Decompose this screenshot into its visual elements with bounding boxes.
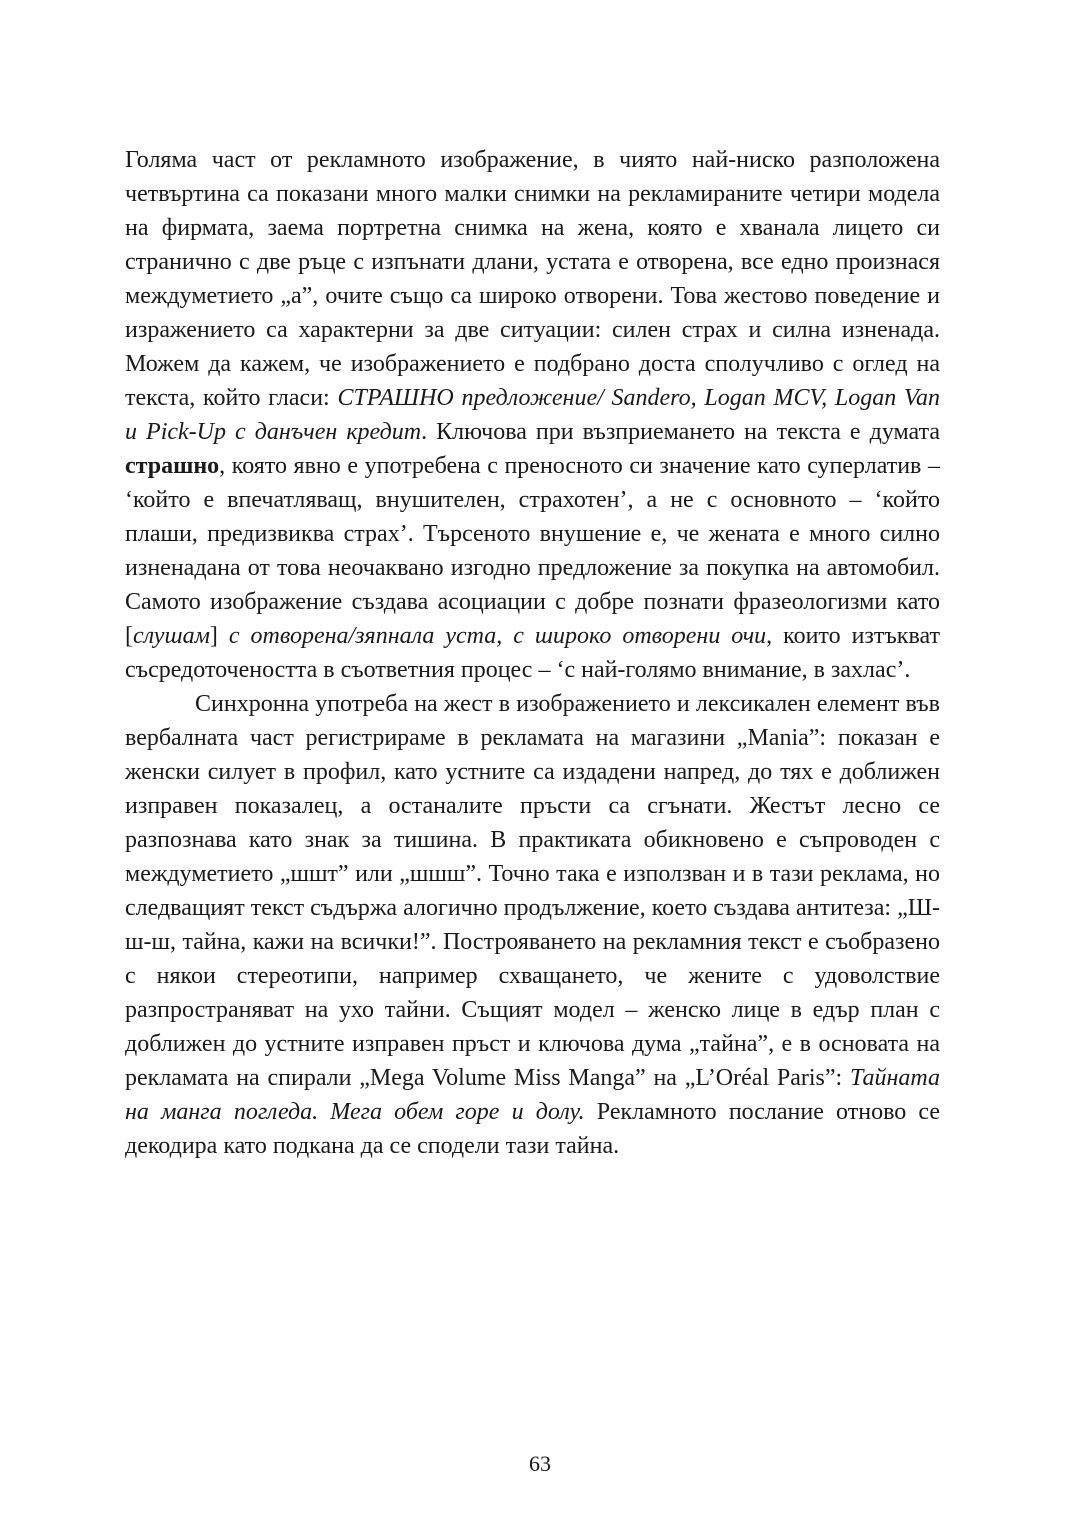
italic-word: слушам [133, 623, 210, 649]
text-run: , които изтъкват съсредоточеността в съответния процес – ‘с най-голямо внимание, в захлас’. [125, 623, 940, 683]
text-run: ] [209, 623, 229, 649]
text-run: Рекламното послание отново се декодира като подкана да се сподели тази тайна. [125, 1099, 941, 1159]
italic-quote: Тайната на манга погледа. Мега обем горе и долу. [125, 1065, 940, 1125]
text-run: , която явно е употребена с преносното си значение като суперлатив – ‘който е впечатляващ, внушителен, страхотен’, а не с основното – ‘който плаши, предизвиква страх’. Търсеното внушение е, че жената е много силно изненадана от това неочаквано изгодно предложение за покупка на автомобил. Самото изображение създава асоциации с добре познати фразеологизми като [ [125, 453, 940, 649]
page-number: 63 [529, 1451, 551, 1476]
italic-quote: СТРАШНО предложение/ Sandero, Logan MCV, Logan Van и Pick-Up с данъчен кредит [125, 385, 940, 445]
body-text [125, 143, 940, 1163]
text-run: Синхронна употреба на жест в изображението и лексикален елемент във вербалната част регистрираме в рекламата на магазини „Mania”: показан е женски силует в профил, като устните са издадени напред, до тях е доближен изправен показалец, а останалите пръсти са сгънати. Жестът лесно се разпознава като знак за тишина. В практиката обикновено е съпроводен с междуметието „шшт” или „шшш”. Точно така е използван и в тази реклама, но следващият текст съдържа алогично продължение, което създава антитеза: „Ш-ш-ш, тайна, кажи на всички!”. Построяването на рекламния текст е съобразено с някои стереотипи, например схващането, че жените с удоволствие разпространяват на ухо тайни. Същият модел – женско лице в едър план с доближен до устните изправен пръст и ключова дума „тайна”, е в основата на рекламата на спирали „Mega Volume Miss Manga” на „L’Oréal Paris”: [125, 691, 940, 1091]
paragraph-2 [125, 687, 940, 1163]
italic-phrase: с отворена/зяпнала уста, с широко отворени очи [228, 623, 767, 649]
text-run: Голяма част от рекламното изображение, в чиято най-ниско разположена четвъртина са показани много малки снимки на рекламираните четири модела на фирмата, заема портретна снимка на жена, която е хванала лицето си странично с две ръце с изпънати длани, устата е отворена, все едно произнася междуметието „а”, очите също са широко отворени. Това жестово поведение и изражението са характерни за две ситуации: силен страх и силна изненада. Можем да кажем, че изображението е подбрано доста сполучливо с оглед на текста, който гласи: [125, 147, 940, 411]
paragraph-1 [125, 143, 940, 687]
text-run: . Ключова при възприемането на текста е думата [421, 419, 941, 445]
bold-keyword: страшно [125, 453, 220, 479]
